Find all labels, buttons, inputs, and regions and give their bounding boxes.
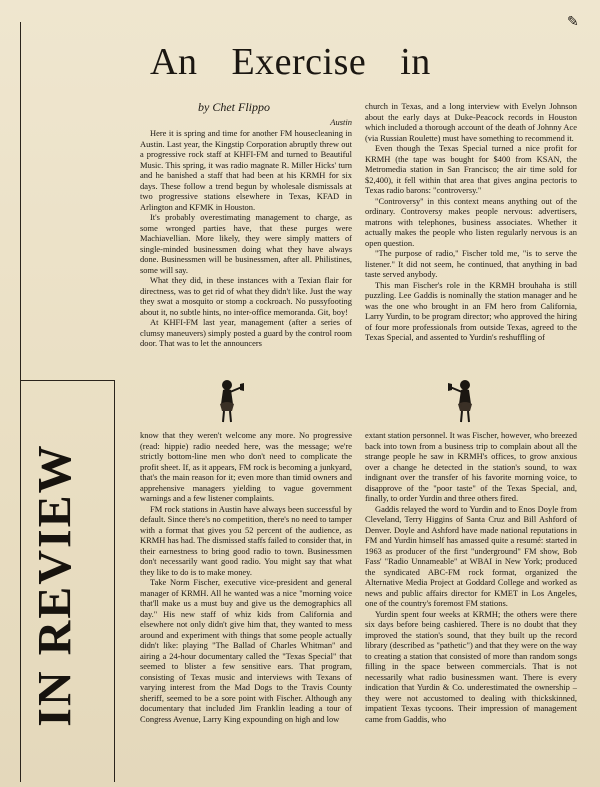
section-title-vertical: IN REVIEW xyxy=(28,443,82,727)
sidebar-divider-rule xyxy=(114,380,115,782)
article-dateline: Austin xyxy=(330,117,352,127)
paragraph: This man Fischer's role in the KRMH brouhaha is still puzzling. Lee Gaddis is nominally the station manager and he was the one who brought in an FM hero from California, Larry Yurdin, to be program director; who approved the hiring of four more professionals from outside Texas, agreed to the Texas Special, and assented to Yurdin's reshuffling of xyxy=(365,279,577,342)
paragraph: It's probably overestimating management to charge, as some wronged parties have, that these purges were Machiavellian. More likely, they were simply matters of single-minded businessmen doing what they have always done. Businessmen will be businessmen, after all. Philistines, some will say. xyxy=(140,212,352,275)
paragraph: Even though the Texas Special turned a nice profit for KRMH (the tape was bought for $400 from KSAN, the Metromedia station in San Francisco; the air time sold for $2,400), it fell within that area that gives angina pectoris to Texas radio barons: "controversy." xyxy=(365,143,577,195)
paragraph: "Controversy" in this context means anything out of the ordinary. Controversy makes people nervous: advertisers, matrons with telephones, business associates. Whether it actually makes the people who listen regularly nervous is an open question. xyxy=(365,195,577,248)
paragraph: Yurdin spent four weeks at KRMH; the others were there six days before being cashiered. There is no doubt that they improved the station's sound, that they built up the record library (described as "pathetic") and that they were on the way to creating a station that consisted of more than random songs filling in the space between commercials. That is not necessarily what radio businessmen want. There is every indication that Yurdin & Co. underestimated the ownership – they were not accustomed to dealing with thickskinned, impatient Texas tycoons. Their impression of management came from Gaddis, who xyxy=(365,608,577,724)
paragraph: know that they weren't welcome any more. No progressive (read: hippie) radio needed here, was the message; we're strictly bottom-line men who don't need to complicate the profit sheet. If, as it appears, FM rock is becoming a junkyard, that's the main reason for it; even more than timid owners and apprehensive managers yielding to vague government warnings and a few listener complaints. xyxy=(140,430,352,503)
paragraph: Here it is spring and time for another FM housecleaning in Austin. Last year, the Kingstip Corporation abruptly threw out a progressive rock staff at KHFI-FM and turned to Beautiful Music. This spring, it was radio magnate R. Miller Hicks' turn and he banished a staff that had been at his KRMH for six days. These follow a trend begun by wholesale dismissals at two progressive stations elsewhere in Texas, KFAD in Arlington and KFMK in Houston. xyxy=(140,128,352,212)
paragraph: Gaddis relayed the word to Yurdin and to Enos Doyle from Cleveland, Terry Higgins of Santa Cruz and Bill Ashford of Denver. Doyle and Ashford have made national reputations in FM and Yurdin himself has amassed quite a resumé: started in 1963 as producer of the first "underground" FM show, Bob Fass' "Radio Unnameable" at WBAI in New York; produced the syndicated ABC-FM rock format, organized the Alternative Media Project at Goddard College and worked as news and public affairs director for KMET in Los Angeles, one of the country's foremost FM stations. xyxy=(365,503,577,608)
trumpeter-figure-left-illustration xyxy=(210,378,246,424)
trumpeter-figure-right-illustration xyxy=(446,378,482,424)
paragraph: "The purpose of radio," Fischer told me, "is to serve the listener." It did not seem, he continued, that anything in bad taste served anybody. xyxy=(365,248,577,279)
sidebar-top-rule xyxy=(20,380,115,381)
paragraph: FM rock stations in Austin have always been successful by default. Since there's no competition, there's no need to tamper with a format that gives you 52 percent of the audience, as KRMH has had. The dismissed staffs failed to consider that, in their earnestness to bring good radio to town. Businessmen don't necessarily want good radio. You might say that what they like to do is to make money. xyxy=(140,503,352,577)
column-bottom-left xyxy=(140,430,352,786)
paragraph: church in Texas, and a long interview with Evelyn Johnson about the early days at Duke-Peacock records in Houston which included a thorough account of the death of Johnny Ace (via Russian Roulette) must have something to recommend it. xyxy=(365,101,577,143)
article-title: An Exercise in xyxy=(150,41,431,83)
paragraph: What they did, in these instances with a Texian flair for directness, was to get rid of what they didn't like. Just the way they swat a mosquito or stomp a cockroach. No pussyfooting about it, no subtle hints, no inter-office memoranda. Git, boy! xyxy=(140,275,352,317)
corner-mark-icon: ✎ xyxy=(567,15,579,30)
article-byline: by Chet Flippo xyxy=(198,100,270,114)
column-top-left xyxy=(140,128,352,409)
column-top-right xyxy=(365,101,577,398)
paragraph: At KHFI-FM last year, management (after a series of clumsy maneuvers) simply posted a guard by the control room door. That was to let the announcers xyxy=(140,317,352,348)
paragraph: extant station personnel. It was Fischer, however, who breezed back into town from a business trip to complain about all the strange people he saw in KRMH's offices, to grow anxious over a change he detected in the station's sound, to wax indignant over the transfer of his favorite morning voice, to disapprove of the "poor taste" of the Texas Special, and, finally, to order Yurdin and three others fired. xyxy=(365,430,577,503)
column-bottom-right xyxy=(365,430,577,786)
paragraph: Take Norm Fischer, executive vice-president and general manager of KRMH. All he wanted was a nice "morning voice that'll make us a must buy and give us the demographics all day." His new staff of whiz kids from California and elsewhere not only didn't give him that, they wanted to mess around and experiment with things that some people actually didn't like: playing "The Ballad of Charles Whitman" and airing a 24-hour documentary called the "Texas Special" that seemed to blister a few sensitive ears. That program, consisting of Texas music and interviews with Texans of varying interest from the Mad Dogs to the Travis County sheriff, seemed to be a sore point with Fischer. Although any documentary that included Jim Franklin leading a tour of Congress Avenue, Larry King expounding on high and low xyxy=(140,577,352,724)
left-border-rule xyxy=(20,22,21,782)
